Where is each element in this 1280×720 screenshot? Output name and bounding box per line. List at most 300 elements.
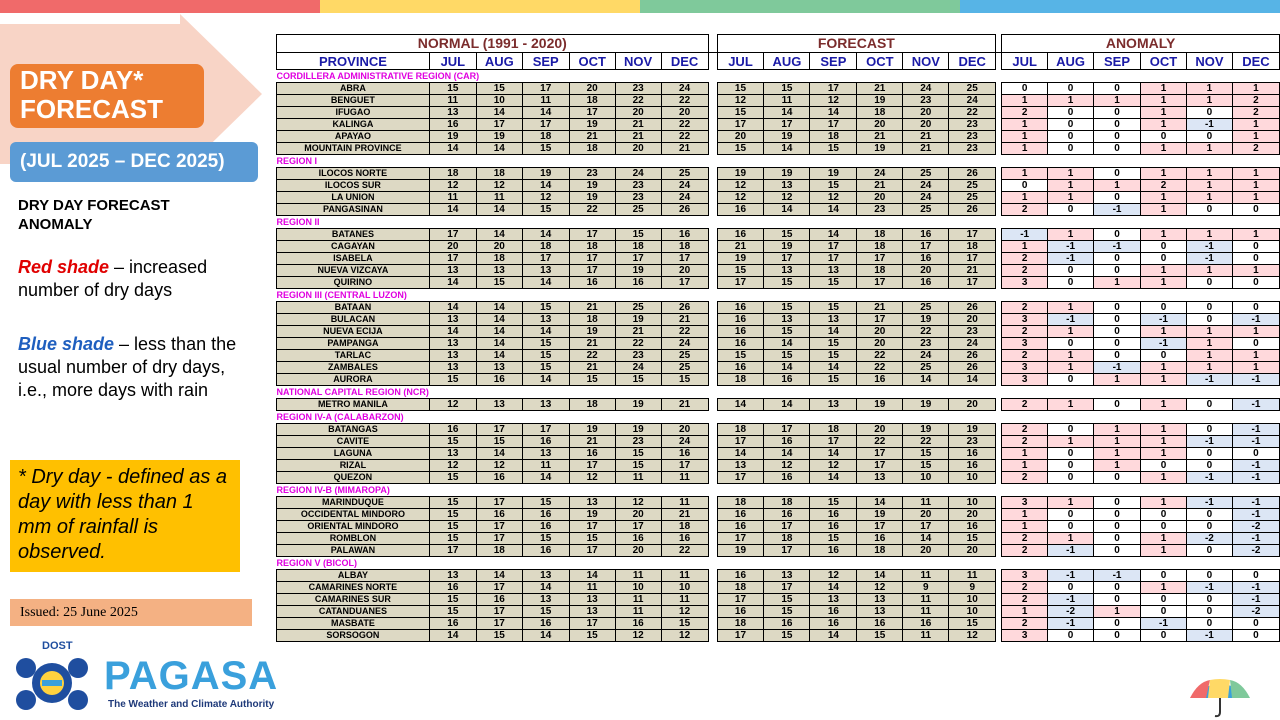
anomaly-value-cell: 1 xyxy=(1141,374,1187,386)
normal-value-cell: 15 xyxy=(429,509,476,521)
column-gap xyxy=(708,302,717,314)
normal-value-cell: 18 xyxy=(569,143,615,155)
region-header-row xyxy=(277,557,1280,570)
normal-value-cell: 22 xyxy=(615,338,661,350)
anomaly-month-header-oct: OCT xyxy=(1141,53,1187,70)
forecast-value-cell: 19 xyxy=(949,424,996,436)
column-gap xyxy=(708,35,717,53)
column-gap xyxy=(708,192,717,204)
province-name: OCCIDENTAL MINDORO xyxy=(277,509,430,521)
normal-value-cell: 17 xyxy=(615,253,661,265)
forecast-value-cell: 11 xyxy=(903,497,949,509)
forecast-value-cell: 9 xyxy=(949,582,996,594)
anomaly-value-cell: -2 xyxy=(1048,606,1094,618)
normal-value-cell: 20 xyxy=(615,545,661,557)
province-name: BENGUET xyxy=(277,95,430,107)
anomaly-value-cell: 1 xyxy=(1141,399,1187,411)
normal-value-cell: 17 xyxy=(522,253,569,265)
province-row xyxy=(277,570,1280,582)
province-row xyxy=(277,314,1280,326)
anomaly-value-cell: 1 xyxy=(1141,582,1187,594)
normal-value-cell: 17 xyxy=(476,424,522,436)
anomaly-value-cell: 0 xyxy=(1094,168,1141,180)
normal-value-cell: 20 xyxy=(569,83,615,95)
forecast-value-cell: 11 xyxy=(903,606,949,618)
anomaly-value-cell: 1 xyxy=(1048,192,1094,204)
normal-value-cell: 10 xyxy=(615,582,661,594)
forecast-value-cell: 20 xyxy=(949,545,996,557)
forecast-value-cell: 25 xyxy=(949,83,996,95)
forecast-value-cell: 14 xyxy=(810,229,857,241)
normal-month-header-aug: AUG xyxy=(476,53,522,70)
forecast-value-cell: 20 xyxy=(717,131,764,143)
column-gap xyxy=(708,424,717,436)
forecast-value-cell: 18 xyxy=(857,545,903,557)
region-title: CORDILLERA ADMINISTRATIVE REGION (CAR) xyxy=(276,70,480,81)
province-row xyxy=(277,107,1280,119)
forecast-value-cell: 24 xyxy=(857,168,903,180)
anomaly-value-cell: 2 xyxy=(1002,618,1048,630)
forecast-value-cell: 17 xyxy=(949,277,996,289)
normal-value-cell: 21 xyxy=(661,143,708,155)
forecast-value-cell: 15 xyxy=(764,350,810,362)
normal-value-cell: 14 xyxy=(476,570,522,582)
anomaly-value-cell: 0 xyxy=(1048,277,1094,289)
top-bar-segment-blue xyxy=(960,0,1280,13)
forecast-value-cell: 21 xyxy=(903,143,949,155)
province-name: BATAAN xyxy=(277,302,430,314)
forecast-value-cell: 15 xyxy=(810,374,857,386)
anomaly-value-cell: 0 xyxy=(1232,630,1279,642)
forecast-value-cell: 12 xyxy=(717,192,764,204)
province-row xyxy=(277,545,1280,557)
forecast-value-cell: 17 xyxy=(857,253,903,265)
anomaly-value-cell: 0 xyxy=(1094,618,1141,630)
dost-label: DOST xyxy=(42,640,73,652)
anomaly-legend-title xyxy=(18,196,170,234)
province-row xyxy=(277,399,1280,411)
province-name: ORIENTAL MINDORO xyxy=(277,521,430,533)
anomaly-value-cell: 1 xyxy=(1048,302,1094,314)
normal-value-cell: 15 xyxy=(476,83,522,95)
normal-value-cell: 14 xyxy=(429,326,476,338)
normal-value-cell: 15 xyxy=(476,630,522,642)
normal-value-cell: 15 xyxy=(615,374,661,386)
forecast-value-cell: 13 xyxy=(810,314,857,326)
normal-value-cell: 14 xyxy=(429,277,476,289)
anomaly-value-cell: 0 xyxy=(1141,241,1187,253)
province-name: PANGASINAN xyxy=(277,204,430,216)
normal-value-cell: 17 xyxy=(476,606,522,618)
forecast-value-cell: 15 xyxy=(764,630,810,642)
anomaly-value-cell: 1 xyxy=(1094,448,1141,460)
province-row xyxy=(277,338,1280,350)
anomaly-value-cell: 0 xyxy=(1141,594,1187,606)
anomaly-value-cell: 1 xyxy=(1141,229,1187,241)
normal-value-cell: 11 xyxy=(661,570,708,582)
normal-value-cell: 11 xyxy=(429,192,476,204)
group-header-row xyxy=(277,35,1280,53)
forecast-value-cell: 13 xyxy=(810,265,857,277)
normal-value-cell: 18 xyxy=(476,545,522,557)
forecast-value-cell: 18 xyxy=(717,424,764,436)
anomaly-value-cell: 1 xyxy=(1186,95,1232,107)
forecast-value-cell: 14 xyxy=(857,497,903,509)
normal-value-cell: 20 xyxy=(615,509,661,521)
normal-value-cell: 14 xyxy=(476,107,522,119)
anomaly-value-cell: 1 xyxy=(1232,350,1279,362)
forecast-value-cell: 11 xyxy=(903,570,949,582)
normal-value-cell: 15 xyxy=(661,618,708,630)
column-gap xyxy=(708,253,717,265)
normal-value-cell: 15 xyxy=(522,143,569,155)
anomaly-value-cell: 1 xyxy=(1141,192,1187,204)
province-name: ISABELA xyxy=(277,253,430,265)
anomaly-value-cell: 1 xyxy=(1232,362,1279,374)
normal-value-cell: 13 xyxy=(429,107,476,119)
anomaly-group-header: ANOMALY xyxy=(1002,35,1280,53)
region-title: REGION V (BICOL) xyxy=(276,557,357,568)
normal-value-cell: 12 xyxy=(569,472,615,484)
normal-value-cell: 15 xyxy=(661,374,708,386)
anomaly-value-cell: 1 xyxy=(1094,460,1141,472)
blue-shade-text: – less than the usual number of dry days, i.e., more days with rain xyxy=(18,334,237,400)
province-row xyxy=(277,594,1280,606)
column-gap xyxy=(708,399,717,411)
anomaly-value-cell: 3 xyxy=(1002,362,1048,374)
normal-value-cell: 16 xyxy=(476,594,522,606)
anomaly-value-cell: 0 xyxy=(1048,338,1094,350)
forecast-value-cell: 15 xyxy=(764,83,810,95)
forecast-value-cell: 14 xyxy=(717,399,764,411)
normal-value-cell: 24 xyxy=(661,436,708,448)
anomaly-value-cell: 1 xyxy=(1048,168,1094,180)
forecast-value-cell: 16 xyxy=(857,374,903,386)
province-name: TARLAC xyxy=(277,350,430,362)
forecast-value-cell: 19 xyxy=(717,253,764,265)
anomaly-value-cell: -1 xyxy=(1048,545,1094,557)
anomaly-value-cell: 3 xyxy=(1002,374,1048,386)
normal-value-cell: 19 xyxy=(569,119,615,131)
normal-value-cell: 17 xyxy=(522,424,569,436)
forecast-value-cell: 20 xyxy=(949,314,996,326)
province-name: ILOCOS NORTE xyxy=(277,168,430,180)
anomaly-value-cell: 0 xyxy=(1048,472,1094,484)
normal-value-cell: 17 xyxy=(569,521,615,533)
forecast-value-cell: 17 xyxy=(717,472,764,484)
normal-value-cell: 15 xyxy=(522,350,569,362)
normal-value-cell: 12 xyxy=(476,180,522,192)
forecast-value-cell: 18 xyxy=(857,107,903,119)
forecast-value-cell: 14 xyxy=(810,362,857,374)
column-gap xyxy=(708,168,717,180)
column-gap xyxy=(708,265,717,277)
anomaly-value-cell: 2 xyxy=(1002,424,1048,436)
anomaly-value-cell: 0 xyxy=(1141,521,1187,533)
normal-value-cell: 12 xyxy=(615,497,661,509)
normal-value-cell: 14 xyxy=(476,338,522,350)
anomaly-value-cell: 2 xyxy=(1002,545,1048,557)
title-line-1: DRY DAY* xyxy=(20,65,144,95)
forecast-value-cell: 18 xyxy=(717,618,764,630)
title-box xyxy=(10,64,204,128)
anomaly-legend-title-line-2: ANOMALY xyxy=(18,216,93,233)
normal-value-cell: 23 xyxy=(615,350,661,362)
normal-value-cell: 17 xyxy=(429,229,476,241)
normal-value-cell: 22 xyxy=(569,350,615,362)
forecast-value-cell: 19 xyxy=(764,168,810,180)
province-name: APAYAO xyxy=(277,131,430,143)
anomaly-value-cell: 1 xyxy=(1002,509,1048,521)
forecast-value-cell: 26 xyxy=(949,350,996,362)
normal-value-cell: 13 xyxy=(522,570,569,582)
normal-value-cell: 17 xyxy=(661,460,708,472)
column-gap xyxy=(708,241,717,253)
forecast-value-cell: 13 xyxy=(857,594,903,606)
anomaly-value-cell: 0 xyxy=(1094,533,1141,545)
normal-value-cell: 12 xyxy=(661,630,708,642)
normal-value-cell: 19 xyxy=(476,131,522,143)
forecast-value-cell: 17 xyxy=(717,436,764,448)
province-name: LAGUNA xyxy=(277,448,430,460)
forecast-month-header-nov: NOV xyxy=(903,53,949,70)
forecast-value-cell: 16 xyxy=(949,460,996,472)
forecast-value-cell: 15 xyxy=(903,448,949,460)
normal-value-cell: 11 xyxy=(661,594,708,606)
anomaly-value-cell: -1 xyxy=(1232,436,1279,448)
normal-value-cell: 12 xyxy=(429,180,476,192)
forecast-value-cell: 10 xyxy=(949,497,996,509)
normal-value-cell: 11 xyxy=(661,497,708,509)
forecast-value-cell: 22 xyxy=(903,326,949,338)
forecast-value-cell: 15 xyxy=(949,618,996,630)
normal-value-cell: 18 xyxy=(569,95,615,107)
anomaly-value-cell: 0 xyxy=(1141,460,1187,472)
normal-value-cell: 17 xyxy=(569,618,615,630)
normal-value-cell: 17 xyxy=(661,253,708,265)
pagasa-emblem-icon xyxy=(14,654,90,712)
normal-value-cell: 11 xyxy=(615,570,661,582)
normal-value-cell: 18 xyxy=(661,241,708,253)
anomaly-value-cell: 0 xyxy=(1141,630,1187,642)
anomaly-value-cell: -1 xyxy=(1002,229,1048,241)
anomaly-value-cell: 1 xyxy=(1094,277,1141,289)
forecast-value-cell: 24 xyxy=(903,350,949,362)
province-name: ALBAY xyxy=(277,570,430,582)
normal-value-cell: 20 xyxy=(476,241,522,253)
province-row xyxy=(277,326,1280,338)
normal-value-cell: 15 xyxy=(429,521,476,533)
forecast-value-cell: 10 xyxy=(949,472,996,484)
normal-value-cell: 11 xyxy=(522,460,569,472)
forecast-value-cell: 16 xyxy=(764,618,810,630)
province-row xyxy=(277,168,1280,180)
anomaly-value-cell: 2 xyxy=(1002,472,1048,484)
forecast-value-cell: 14 xyxy=(903,374,949,386)
anomaly-value-cell: 0 xyxy=(1141,253,1187,265)
anomaly-value-cell: 0 xyxy=(1048,460,1094,472)
normal-value-cell: 12 xyxy=(429,460,476,472)
forecast-value-cell: 20 xyxy=(903,119,949,131)
normal-value-cell: 14 xyxy=(522,582,569,594)
normal-value-cell: 16 xyxy=(569,448,615,460)
province-name: MOUNTAIN PROVINCE xyxy=(277,143,430,155)
province-name: PAMPANGA xyxy=(277,338,430,350)
forecast-value-cell: 21 xyxy=(717,241,764,253)
province-row xyxy=(277,497,1280,509)
anomaly-value-cell: 2 xyxy=(1002,107,1048,119)
forecast-value-cell: 17 xyxy=(810,119,857,131)
normal-value-cell: 13 xyxy=(429,570,476,582)
anomaly-value-cell: -1 xyxy=(1186,497,1232,509)
anomaly-value-cell: 0 xyxy=(1232,241,1279,253)
forecast-value-cell: 26 xyxy=(949,362,996,374)
anomaly-value-cell: -2 xyxy=(1232,606,1279,618)
forecast-period: (JUL 2025 – DEC 2025) xyxy=(10,142,258,182)
province-name: IFUGAO xyxy=(277,107,430,119)
normal-value-cell: 19 xyxy=(615,399,661,411)
forecast-value-cell: 26 xyxy=(949,302,996,314)
normal-value-cell: 14 xyxy=(522,630,569,642)
anomaly-value-cell: 1 xyxy=(1141,107,1187,119)
province-name: RIZAL xyxy=(277,460,430,472)
normal-value-cell: 17 xyxy=(476,521,522,533)
forecast-value-cell: 16 xyxy=(717,302,764,314)
forecast-value-cell: 16 xyxy=(717,204,764,216)
normal-value-cell: 16 xyxy=(429,119,476,131)
normal-value-cell: 22 xyxy=(661,119,708,131)
province-name: CAVITE xyxy=(277,436,430,448)
anomaly-value-cell: 0 xyxy=(1141,606,1187,618)
normal-value-cell: 14 xyxy=(429,143,476,155)
forecast-value-cell: 23 xyxy=(949,119,996,131)
anomaly-value-cell: 1 xyxy=(1048,399,1094,411)
anomaly-value-cell: -1 xyxy=(1186,119,1232,131)
anomaly-value-cell: 1 xyxy=(1232,180,1279,192)
column-gap xyxy=(708,204,717,216)
forecast-value-cell: 17 xyxy=(764,253,810,265)
forecast-value-cell: 14 xyxy=(717,448,764,460)
anomaly-value-cell: 1 xyxy=(1232,168,1279,180)
normal-value-cell: 20 xyxy=(429,241,476,253)
anomaly-value-cell: 1 xyxy=(1048,533,1094,545)
normal-value-cell: 15 xyxy=(429,606,476,618)
anomaly-value-cell: 0 xyxy=(1186,460,1232,472)
anomaly-value-cell: 3 xyxy=(1002,497,1048,509)
normal-value-cell: 14 xyxy=(476,326,522,338)
forecast-value-cell: 15 xyxy=(764,606,810,618)
normal-value-cell: 14 xyxy=(522,472,569,484)
forecast-value-cell: 23 xyxy=(949,143,996,155)
normal-value-cell: 16 xyxy=(522,618,569,630)
province-row xyxy=(277,131,1280,143)
normal-value-cell: 17 xyxy=(476,618,522,630)
normal-value-cell: 23 xyxy=(615,180,661,192)
forecast-value-cell: 16 xyxy=(717,570,764,582)
anomaly-value-cell: 1 xyxy=(1186,143,1232,155)
forecast-value-cell: 13 xyxy=(717,460,764,472)
forecast-value-cell: 25 xyxy=(903,204,949,216)
top-bar-segment-red xyxy=(0,0,320,13)
anomaly-value-cell: 0 xyxy=(1094,399,1141,411)
normal-value-cell: 18 xyxy=(661,521,708,533)
forecast-value-cell: 16 xyxy=(810,509,857,521)
normal-value-cell: 25 xyxy=(615,204,661,216)
anomaly-value-cell: 1 xyxy=(1002,460,1048,472)
province-name: ZAMBALES xyxy=(277,362,430,374)
anomaly-value-cell: 0 xyxy=(1048,521,1094,533)
province-row xyxy=(277,192,1280,204)
column-gap xyxy=(708,448,717,460)
normal-month-header-sep: SEP xyxy=(522,53,569,70)
forecast-value-cell: 16 xyxy=(903,277,949,289)
anomaly-value-cell: 1 xyxy=(1002,131,1048,143)
forecast-value-cell: 14 xyxy=(903,533,949,545)
anomaly-month-header-dec: DEC xyxy=(1232,53,1279,70)
province-name: CAMARINES NORTE xyxy=(277,582,430,594)
anomaly-value-cell: -1 xyxy=(1094,204,1141,216)
forecast-value-cell: 25 xyxy=(903,302,949,314)
anomaly-value-cell: 1 xyxy=(1141,448,1187,460)
normal-value-cell: 23 xyxy=(615,436,661,448)
anomaly-value-cell: 1 xyxy=(1141,362,1187,374)
province-row xyxy=(277,95,1280,107)
normal-value-cell: 15 xyxy=(569,630,615,642)
blue-shade-label: Blue shade xyxy=(18,334,115,354)
anomaly-value-cell: 1 xyxy=(1094,424,1141,436)
normal-value-cell: 21 xyxy=(615,119,661,131)
column-gap xyxy=(708,326,717,338)
province-name: METRO MANILA xyxy=(277,399,430,411)
province-name: ABRA xyxy=(277,83,430,95)
anomaly-month-header-aug: AUG xyxy=(1048,53,1094,70)
anomaly-value-cell: 1 xyxy=(1141,533,1187,545)
normal-value-cell: 15 xyxy=(522,497,569,509)
forecast-value-cell: 16 xyxy=(717,338,764,350)
forecast-value-cell: 15 xyxy=(764,277,810,289)
pagasa-logo xyxy=(12,640,312,714)
column-gap xyxy=(708,362,717,374)
normal-value-cell: 22 xyxy=(661,545,708,557)
forecast-value-cell: 15 xyxy=(810,180,857,192)
anomaly-value-cell: 1 xyxy=(1141,326,1187,338)
pagasa-tagline: The Weather and Climate Authority xyxy=(108,699,275,710)
province-row xyxy=(277,521,1280,533)
forecast-value-cell: 16 xyxy=(857,618,903,630)
forecast-value-cell: 16 xyxy=(717,606,764,618)
province-row xyxy=(277,204,1280,216)
province-row xyxy=(277,180,1280,192)
forecast-value-cell: 21 xyxy=(857,131,903,143)
forecast-value-cell: 20 xyxy=(857,326,903,338)
province-row xyxy=(277,362,1280,374)
forecast-month-header-aug: AUG xyxy=(764,53,810,70)
anomaly-value-cell: -2 xyxy=(1232,521,1279,533)
region-header-row xyxy=(277,289,1280,302)
anomaly-value-cell: 0 xyxy=(1094,521,1141,533)
normal-value-cell: 17 xyxy=(569,107,615,119)
normal-value-cell: 13 xyxy=(429,314,476,326)
anomaly-value-cell: 0 xyxy=(1048,374,1094,386)
province-row xyxy=(277,448,1280,460)
forecast-value-cell: 17 xyxy=(857,460,903,472)
forecast-value-cell: 24 xyxy=(949,338,996,350)
anomaly-value-cell: 1 xyxy=(1232,192,1279,204)
forecast-value-cell: 15 xyxy=(717,107,764,119)
normal-value-cell: 14 xyxy=(522,107,569,119)
anomaly-value-cell: 2 xyxy=(1002,265,1048,277)
forecast-value-cell: 19 xyxy=(903,424,949,436)
